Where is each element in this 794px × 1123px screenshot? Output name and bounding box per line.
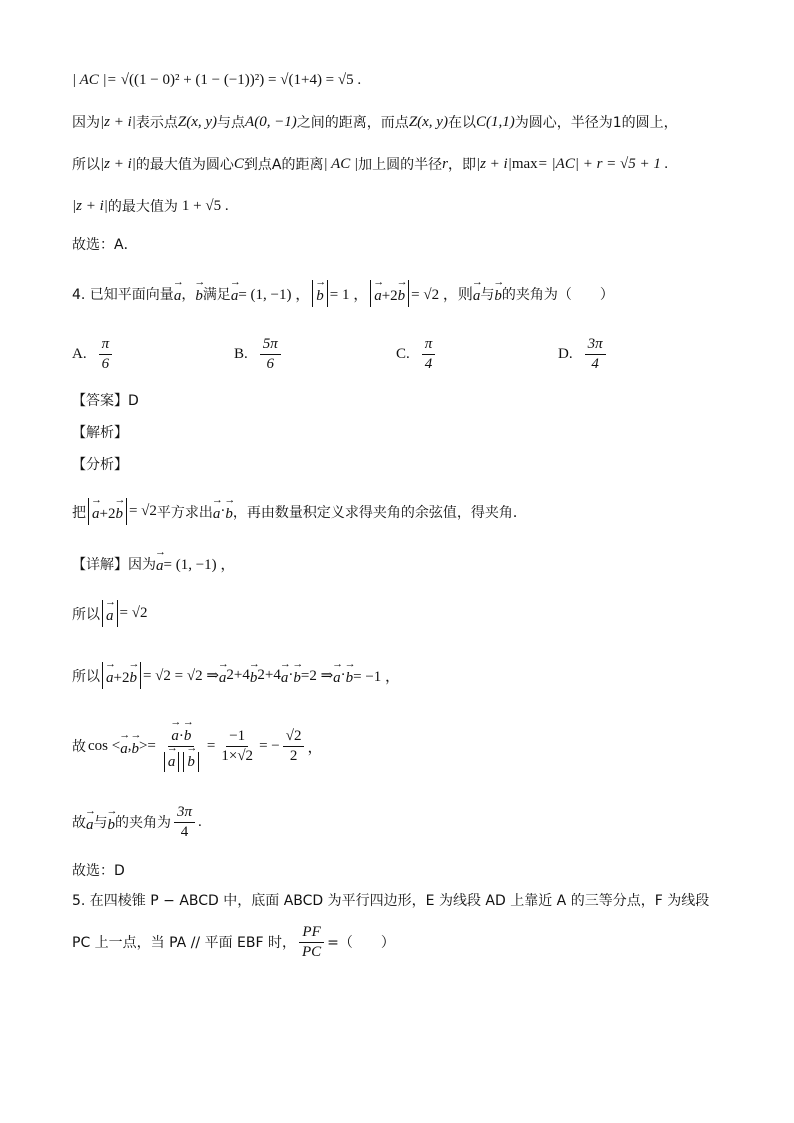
math: |z + i| [100,155,136,172]
math: =2 ⇒ [300,668,334,684]
math: = − [259,737,280,754]
fenxi-content: 把 → a+2→ b = √2 平方求出 → a · → b ，再由数量积定义求得夹角的余弦值，得夹角． [72,498,754,525]
vector-a: → a [281,664,289,687]
vector-a: → a [473,282,481,305]
vector-b: → b [346,664,354,687]
vector-a: → a [168,748,176,771]
option-d[interactable] [558,336,609,372]
vector-a: → a [333,664,341,687]
vector-a: → a [156,552,164,575]
option-denominator: 6 [266,355,275,372]
text: 加上圆的半径 [358,157,443,173]
vector-b: → b [115,500,123,523]
vector-a: → a [231,282,239,305]
vector-b: → b [316,282,324,305]
math: = √2 [128,503,157,519]
math: . [198,813,202,830]
question-text: 4. 已知平面向量 [72,286,174,303]
vector-b: → b [195,282,203,305]
text: 在以 [447,115,476,131]
step-4 [72,804,754,840]
fenxi-heading: 【分析】 [72,457,128,473]
text: 的最大值为圆心 [135,157,234,173]
option-a[interactable] [72,336,115,372]
option-numerator: 3π [585,336,606,355]
option-label: D. [558,345,573,362]
math: = [206,737,216,754]
vector-b: → b [293,664,301,687]
fraction-denominator: 4 [180,823,189,840]
text: =（ ） [327,935,395,951]
fraction-denominator: PC [301,943,322,960]
answer-line: 【答案】D [72,393,139,409]
fraction-numerator: PF [299,924,323,943]
vector-a: → a [86,811,94,834]
vector-b: → b [494,282,502,305]
detail-heading: 【详解】因为 [72,556,156,573]
step-1 [72,600,754,627]
choice-d-line: 故选：D [72,863,125,879]
math: +4 [233,667,250,683]
vector-a: → a [120,735,128,758]
vector-a: → a [171,722,179,745]
vector-b: → b [187,748,195,771]
math: C(1,1) [475,113,515,130]
math: = √2 = √2 ⇒ [142,668,219,684]
text: 与 [480,286,495,303]
vector-a: → a [213,500,221,523]
math: | AC | [323,155,359,172]
option-numerator: 5π [260,336,281,355]
math: |z + i| [100,113,136,130]
line-max-value [72,154,754,174]
math: = (1, −1) ， [163,557,236,573]
option-label: A. [72,345,87,362]
vector-a: → a [219,664,227,687]
vector-a: → a [174,282,182,305]
step-3: 故 cos < → a , → b >= → a·→ b → a→ b = $\frac{-1}{1\times√2}$ = − $\frac{√2}{2}$ ， [72,722,754,770]
subscript-max: max [511,155,538,172]
vector-a: → a [106,602,114,625]
step-2: 所以 → a+2→ b = √2 = √2 ⇒ → a 2 +4 → b 2 +4 → a · → b =2 ⇒ → a · → b = −1 ， [72,662,754,689]
vector-b: → b [225,500,233,523]
vector-b: → b [184,722,192,745]
text: 所以 [72,606,100,623]
question-5-line-1: 5. 在四棱锥 P − ABCD 中，底面 ABCD 为平行四边形，E 为线段 AD 上靠近 A 的三等分点，F 为线段 [72,893,710,909]
choice-a-line: 故选：A． [72,237,138,253]
text: 的最大值为 [107,199,178,215]
math: C [233,155,244,172]
math: = 1 ， [329,287,369,303]
math: Z(x, y) [177,113,218,130]
vector-a: → a [374,282,382,305]
ac-expression: √((1 − 0)² + (1 − (−1))²) = √(1+4) = √5 . [120,72,362,88]
math: = −1 ， [353,669,401,685]
fraction-denominator: 1×√2 [221,747,254,764]
option-numerator: π [99,336,113,355]
line-max-result [72,196,754,216]
option-label: C. [396,345,410,362]
vector-a: → a [106,664,114,687]
text: 与 [93,815,108,831]
analysis-heading: 【解析】 [72,425,128,441]
math: A(0, −1) [245,113,297,130]
option-denominator: 6 [101,355,110,372]
text: 的夹角为 [115,815,171,831]
text: ， [181,286,196,303]
text: 到点A的距离 [243,157,324,173]
vector-a: → a [92,500,100,523]
math: = (1, −1) ， [238,287,311,303]
option-denominator: 4 [424,355,433,372]
math: r [442,155,448,172]
text: 所以 [72,668,100,685]
question-5-line-2 [72,924,754,960]
ac-label: | AC |= [72,72,117,88]
text: 为圆心，半径为1的圆上， [514,115,678,131]
vector-b: → b [129,664,137,687]
math: +4 [264,667,281,683]
fraction-numerator: √2 [283,728,305,747]
line-distance-explain [72,112,754,132]
math: Z(x, y) [408,113,448,130]
detail-line [72,552,754,575]
text: ，即 [447,157,476,173]
option-numerator: π [422,336,436,355]
text: 平方求出 [156,504,213,521]
math: ， [307,739,323,756]
vector-b: → b [250,664,258,687]
fraction-denominator: 2 [289,747,298,764]
math: |z + i| [72,197,108,214]
text: 故 [72,815,86,831]
option-c[interactable] [396,336,438,372]
question-4: 4. 已知平面向量 → a ， → b 满足 → a = (1, −1) ， → b = 1 ， → a+2→ b = √2 ，则 → a 与 → b 的夹角为（ ） [72,280,754,307]
text: 把 [72,504,86,521]
text: 表示点 [135,115,178,131]
math: 1 + √5 . [181,197,229,214]
fraction-numerator: −1 [226,728,248,747]
math: >= [138,737,156,754]
vector-b: → b [398,282,406,305]
text: 的夹角为（ ） [501,286,614,303]
vector-b: → b [108,811,116,834]
math: = √2 [119,605,148,621]
text: 所以 [72,157,100,173]
text: ，再由数量积定义求得夹角的余弦值，得夹角． [232,504,527,521]
text: 满足 [202,286,231,303]
math: |z + i| [475,155,512,172]
math: = √2 ，则 [411,287,473,303]
text: 因为 [72,115,100,131]
math: cos < [88,737,121,754]
vector-b: → b [131,735,139,758]
option-b[interactable] [234,336,284,372]
text: PC 上一点，当 PA // 平面 EBF 时， [72,935,296,951]
text: 之间的距离，而点 [296,115,409,131]
option-denominator: 4 [591,355,599,372]
fraction-numerator: 3π [174,804,195,823]
math: = |AC| + r = √5 + 1 . [537,155,669,172]
text: 故 [72,739,86,755]
text: 与点 [217,115,246,131]
option-label: B. [234,345,248,362]
line-ac-distance [72,72,754,89]
